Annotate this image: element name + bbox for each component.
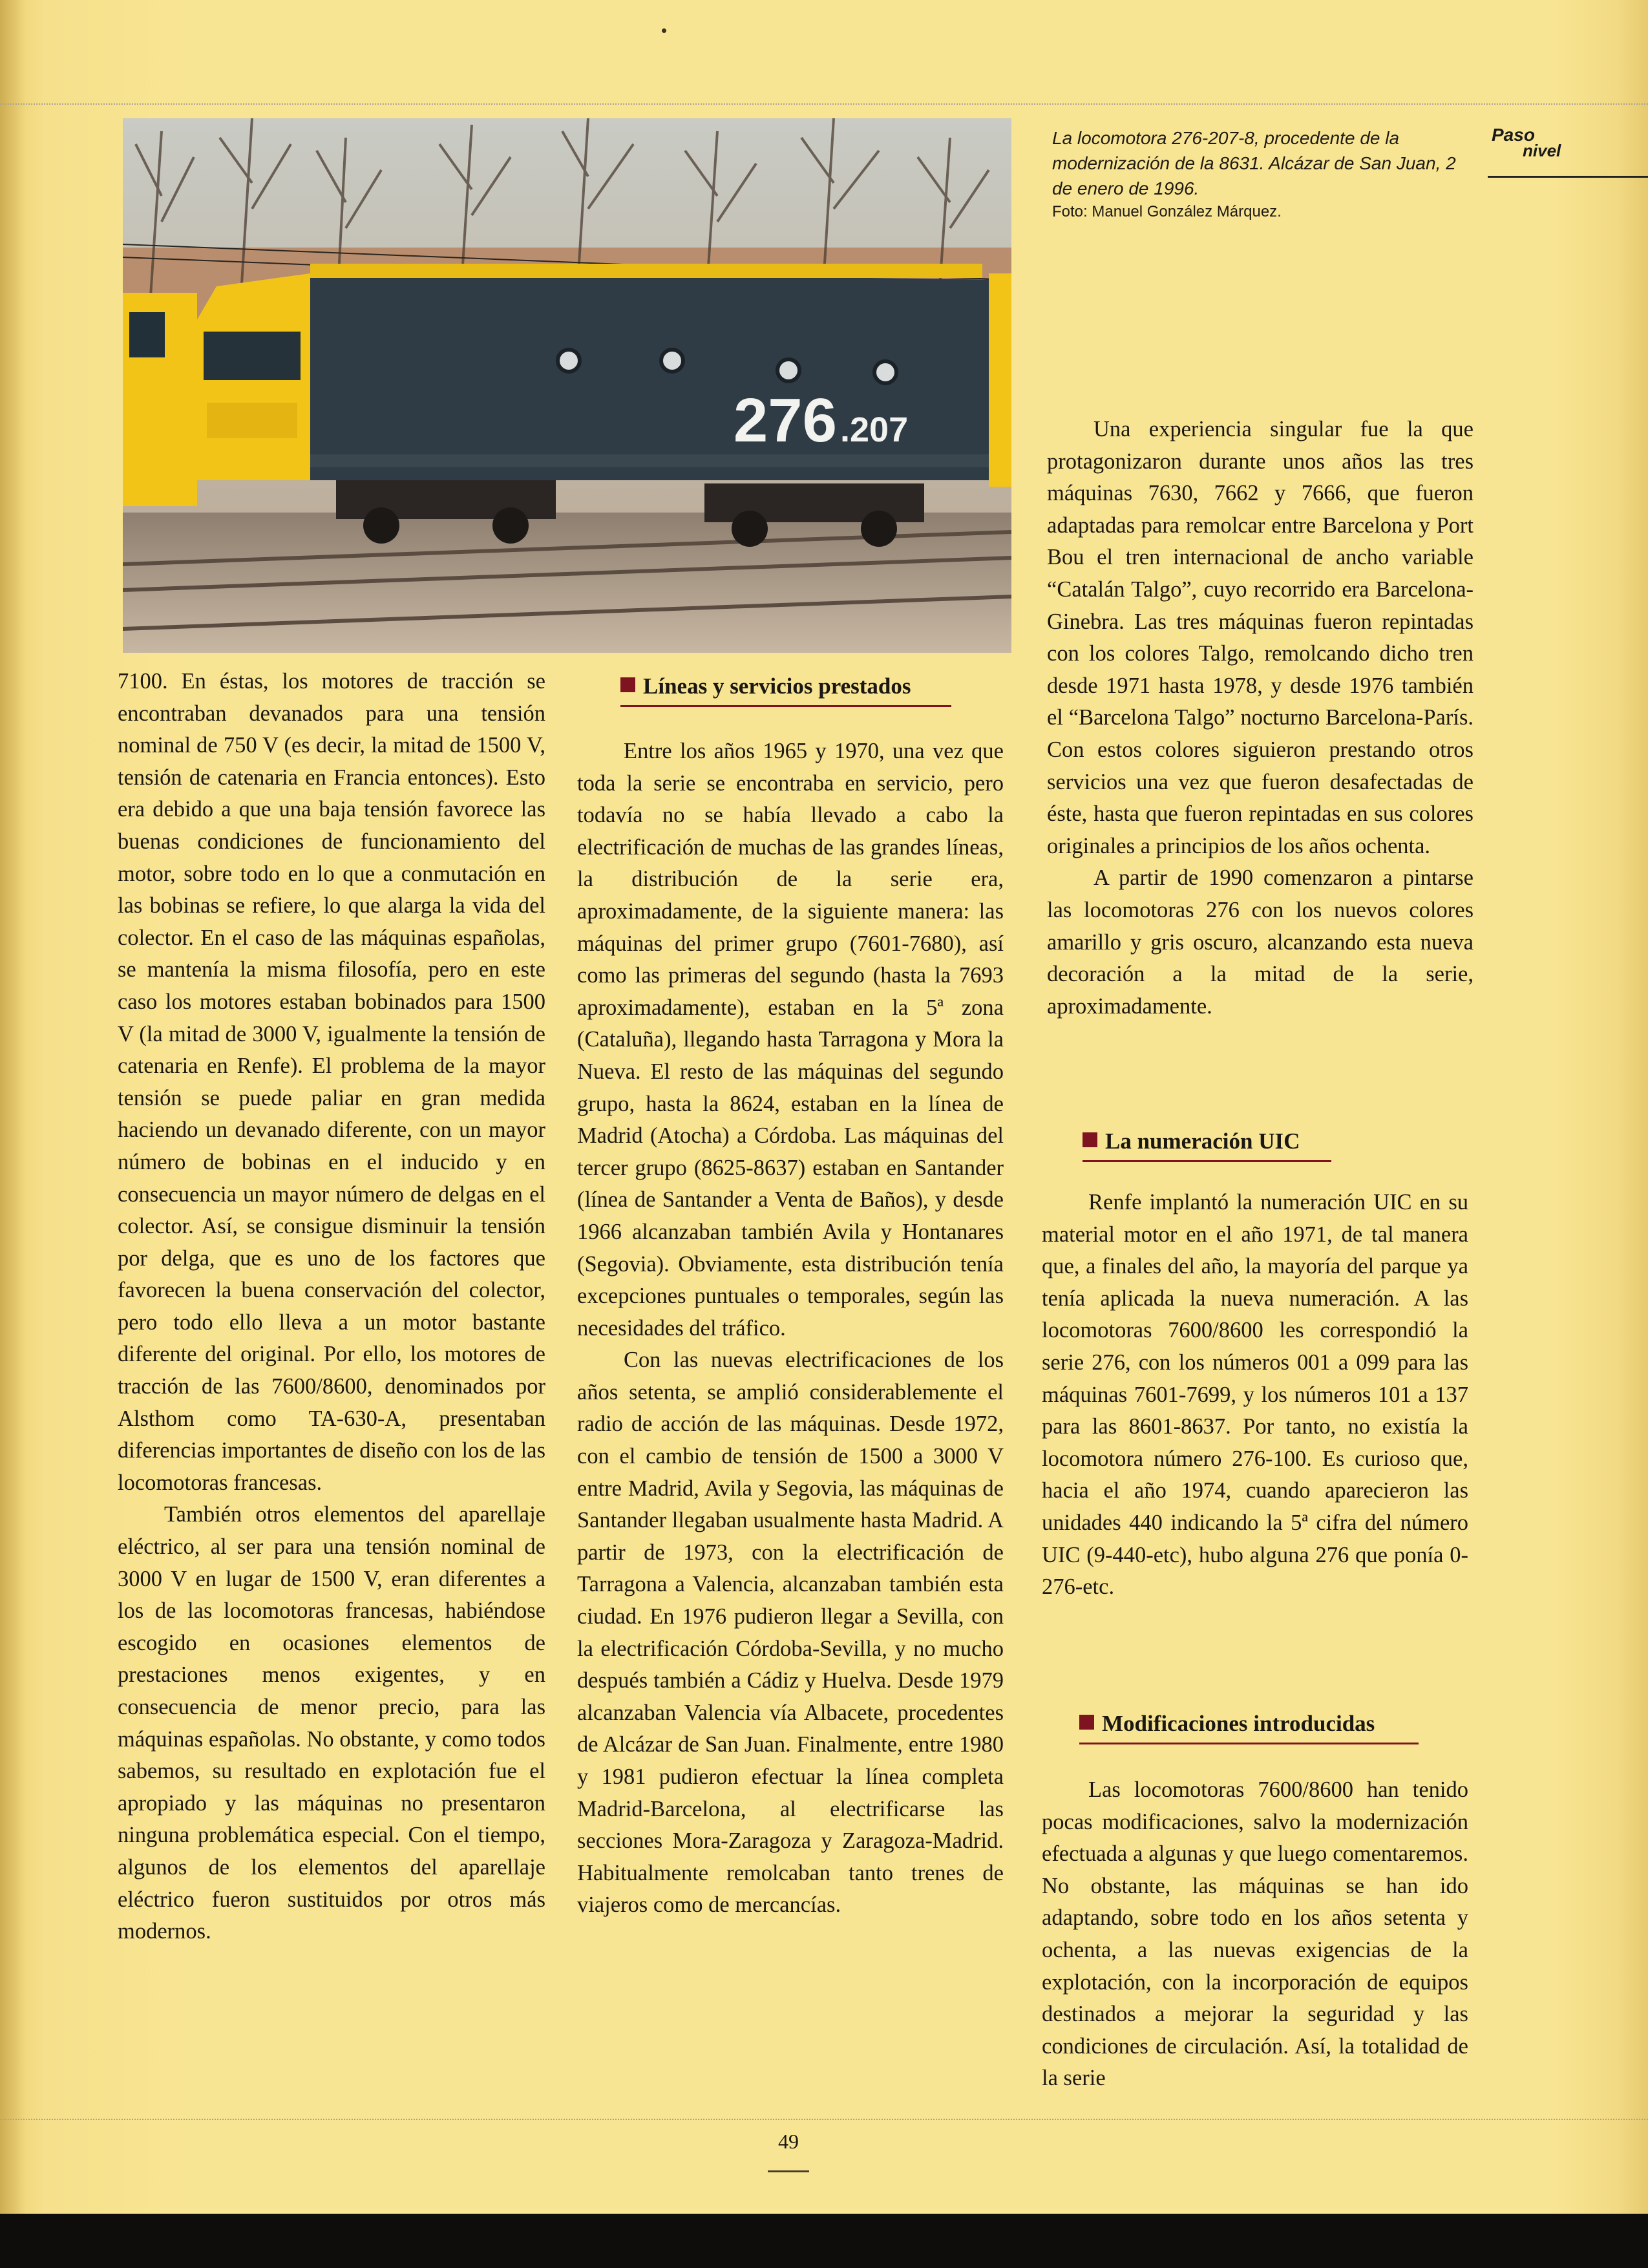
page-gutter-shadow xyxy=(0,0,26,2268)
text-column-3-modificaciones xyxy=(1042,1774,1468,2095)
heading-underline xyxy=(1079,1743,1419,1744)
section-heading-uic xyxy=(1083,1127,1300,1156)
caption-text: La locomotora 276-207-8, procedente de la modernización de la 8631. Alcázar de San Juan, 2 de enero de 1996. xyxy=(1052,128,1456,198)
paragraph: A partir de 1990 comenzaron a pintarse las locomotoras 276 con los nuevos colores amarillo y gris oscuro, alcanzando esta nueva decoración a la mitad de la serie, aproximadamente. xyxy=(1047,865,1474,1019)
heading-text: Modificaciones introducidas xyxy=(1102,1711,1375,1736)
heading-underline xyxy=(620,705,951,707)
bottom-dotted-rule xyxy=(0,2119,1648,2120)
scan-bottom-band xyxy=(0,2214,1648,2268)
paragraph: Con las nuevas electrificaciones de los años setenta, se amplió considerablemente el radio de acción de las máquinas. Desde 1972, con el cambio de tensión de 1500 a 3000 V entre Madrid, Avila y Segovia, las máquinas de Santander llegaban usualmente hasta Madrid. A partir de 1973, con la electrificación de Tarragona a Valencia, alcanzaban también esta ciudad. En 1976 pudieron llegar a Sevilla, con la electrificación Córdoba-Sevilla, y no mucho después también a Cádiz y Huelva. Desde 1979 alcanzaban Valencia vía Albacete, procedentes de Alcázar de San Juan. Finalmente, entre 1980 y 1981 pudieron efectuar la línea completa Madrid-Barcelona, al electrificarse las secciones Mora-Zaragoza y Zaragoza-Madrid. Habitualmente remolcaban tanto trenes de viajeros como de mercancías. xyxy=(577,1348,1004,1918)
paragraph: Una experiencia singular fue la que protagonizaron durante unos años las tres máquinas 7630, 7662 y 7666, que fueron adaptadas para remolcar entre Barcelona y Port Bou el tren internacional de ancho variable “Catalán Talgo”, cuyo recorrido era Barcelona-Ginebra. Las tres máquinas fueron repintadas con los colores Talgo, remolcando dicho tren desde 1971 hasta 1978, y desde 1976 también el “Barcelona Talgo” nocturno Barcelona-París. Con estos colores siguieron prestando otros servicios una vez que fueron desafectadas de éste, hasta que fueron repintadas en sus colores originales a principios de los años ochenta. xyxy=(1047,417,1474,858)
svg-text:Paso: Paso xyxy=(1492,125,1535,145)
paragraph: También otros elementos del aparellaje eléctrico, al ser para una tensión nominal de 3000 V en lugar de 1500 V, eran diferentes a los de las locomotoras francesas, habiéndose escogido en ocasiones elementos de prestaciones menos exigentes, y en consecuencia de menor precio, para las máquinas españolas. No obstante, y como todos sabemos, su resultado en explotación fue el apropiado y las máquinas no presentaron ninguna problemática especial. Con el tiempo, algunos de los elementos del aparellaje eléctrico fueron sustituidos por otros más modernos. xyxy=(118,1502,545,1944)
paragraph: Las locomotoras 7600/8600 han tenido pocas modificaciones, salvo la modernización efectuada a algunas y que luego comentaremos. No obstante, las máquinas se han ido adaptando, sobre todo en los años setenta y ochenta, a las nuevas exigencias de la explotación, con la incorporación de equipos destinados a mejorar la seguridad y las condiciones de circulación. Así, la totalidad de la serie xyxy=(1042,1777,1468,2091)
heading-bullet-square xyxy=(1083,1132,1097,1147)
text-column-2 xyxy=(577,736,1004,1922)
top-dotted-rule xyxy=(0,103,1648,105)
section-heading-lineas xyxy=(620,672,911,701)
paragraph: Renfe implantó la numeración UIC en su material motor en el año 1971, de tal manera que, a finales del año, la mayoría del parque ya tenía aplicada la nueva numeración. A las locomotoras 7600/8600 les correspondió la serie 276, con los números 001 a 099 para las máquinas 7601-7699, y los números 101 a 137 para las 8601-8637. Por tanto, no existía la locomotora número 276-100. Es curioso que, hacia el año 1974, cuando aparecieron las unidades 440 indicando la 5ª cifra del número UIC (9-440-etc), hubo alguna 276 que ponía 0-276-etc. xyxy=(1042,1190,1468,1600)
heading-bullet-square xyxy=(1079,1715,1094,1730)
paragraph: Entre los años 1965 y 1970, una vez que toda la serie se encontraba en servicio, pero todavía no se había llevado a cabo la electrificación de muchas de las grandes líneas, la distribución de la serie era, aproximadamente, de la siguiente manera: las máquinas del primer grupo (7601-7680), así como las primeras del segundo (hasta la 7693 aproximadamente), estaban en la 5ª zona (Cataluña), llegando hasta Tarragona y Mora la Nueva. El resto de las máquinas del segundo grupo, hasta la 8624, estaban en la línea de Madrid (Atocha) a Córdoba. Las máquinas del tercer grupo (8625-8637) estaban en Santander (línea de Santander a Venta de Baños), y desde 1966 alcanzaban también Avila y Hontanares (Segovia). Obviamente, esta distribución tenía excepciones puntuales o temporales, según las necesidades del tráfico. xyxy=(577,739,1004,1341)
photo-caption xyxy=(1052,125,1479,223)
text-column-1 xyxy=(118,666,545,1948)
text-column-3-top xyxy=(1047,414,1474,1023)
logo-rule xyxy=(1488,176,1648,178)
print-mark-dot xyxy=(662,28,666,33)
loco-number-suffix: .207 xyxy=(840,410,909,449)
heading-bullet-square xyxy=(620,677,635,692)
page-number-rule xyxy=(768,2170,809,2172)
heading-underline xyxy=(1083,1160,1331,1162)
text-column-3-uic xyxy=(1042,1187,1468,1604)
section-heading-modificaciones xyxy=(1079,1710,1375,1738)
locomotive-photo xyxy=(123,118,1011,653)
svg-text:nivel: nivel xyxy=(1523,141,1561,160)
paragraph: 7100. En éstas, los motores de tracción se encontraban devanados para una tensión nominal de 750 V (es decir, la mitad de 1500 V, tensión de catenaria en Francia entonces). Esto era debido a que una baja tensión favorece las buenas condiciones de funcionamiento del motor, sobre todo en lo que a conmutación en las bobinas se refiere, lo que alarga la vida del colector. En el caso de las máquinas españolas, se mantenía la misma filosofía, pero en este caso los motores estaban bobinados para 1500 V (la mitad de 3000 V, igualmente la tensión de catenaria en Renfe). El problema de la mayor tensión se puede paliar en gran medida haciendo un devanado diferente, con un mayor número de bobinas en el inducido y en consecuencia un mayor número de delgas en el colector. Así, se consigue disminuir la tensión por delga, que es uno de los factores que favorecen la buena conservación del colector, pero todo ello lleva a un motor bastante diferente del original. Por ello, los motores de tracción de las 7600/8600, denominados por Alsthom como TA-630-A, presentaban diferencias importantes de diseño con los de las locomotoras francesas. xyxy=(118,669,545,1495)
caption-credit: Foto: Manuel González Márquez. xyxy=(1052,203,1282,220)
heading-text: Líneas y servicios prestados xyxy=(643,673,911,699)
loco-number-text: 276 xyxy=(733,386,837,455)
paso-nivel-logo xyxy=(1486,123,1596,168)
page-number: 49 xyxy=(778,2130,799,2153)
heading-text: La numeración UIC xyxy=(1105,1129,1300,1154)
